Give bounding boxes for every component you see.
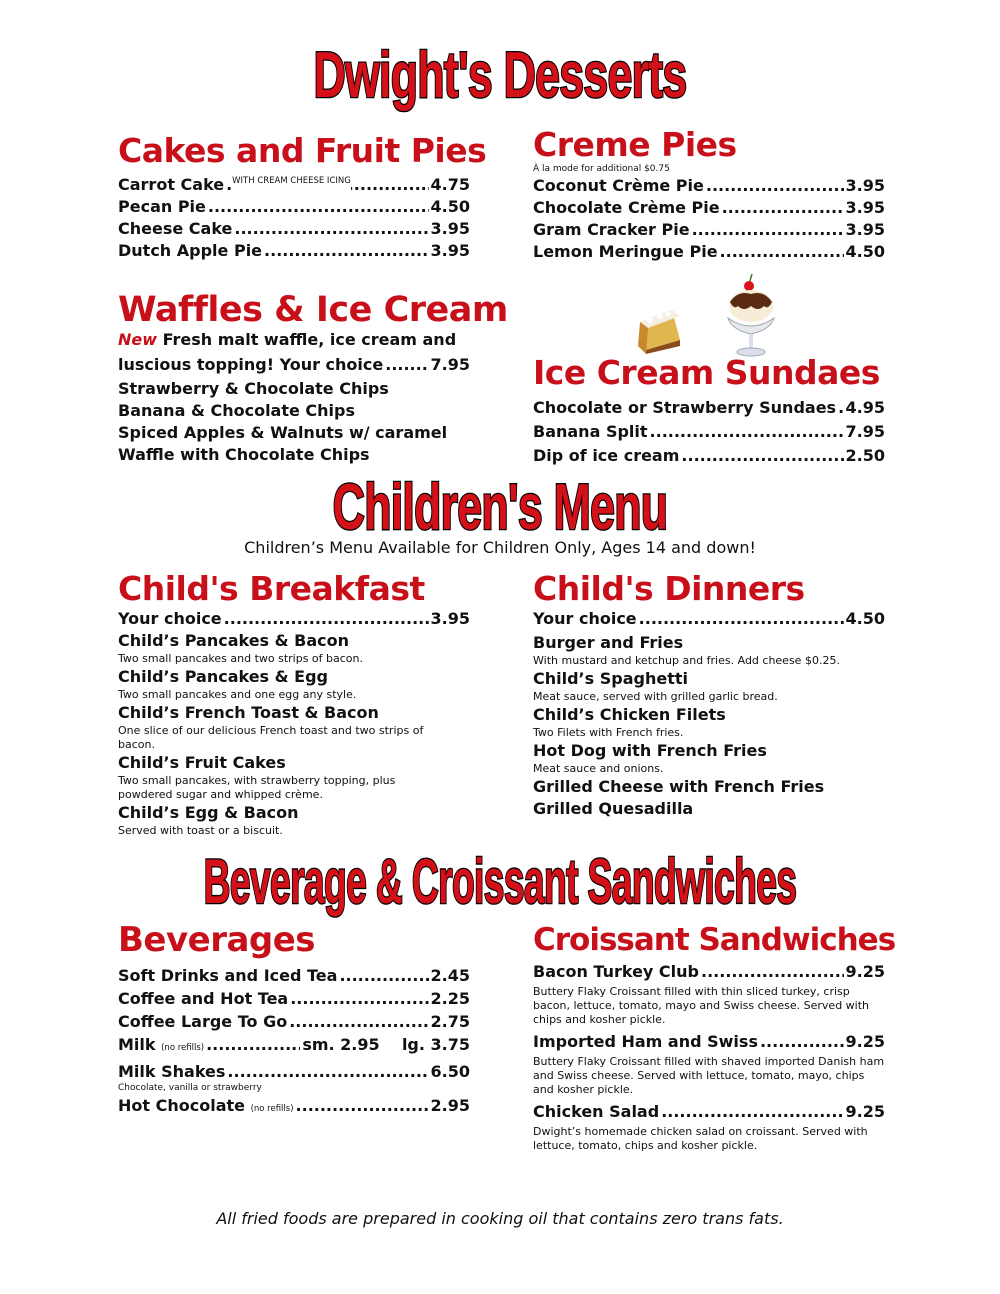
menu-item: Dutch Apple Pie ..... 3.95 (118, 240, 470, 262)
item-description: With mustard and ketchup and fries. Add cheese $0.25. (533, 654, 840, 667)
breakfast-section (118, 570, 470, 838)
breakfast-heading: Child's Breakfast (118, 569, 425, 608)
menu-item: Coconut Crème Pie ..... 3.95 (533, 175, 885, 197)
menu-item: Coffee and Hot Tea ..... 2.25 (118, 987, 470, 1010)
creme-pies-section (533, 126, 885, 263)
menu-item: Pecan Pie ..... 4.50 (118, 196, 470, 218)
waffle-option: Spiced Apples & Walnuts w/ caramel (118, 423, 448, 442)
croissants-heading: Croissant Sandwiches (533, 922, 896, 958)
menu-item: Imported Ham and Swiss ..... 9.25 (533, 1031, 885, 1053)
menu-item: Chocolate Crème Pie ..... 3.95 (533, 197, 885, 219)
dinners-heading: Child's Dinners (533, 569, 805, 608)
item-description: Chocolate, vanilla or strawberry (118, 1083, 262, 1093)
menu-item: Coffee Large To Go ..... 2.75 (118, 1010, 470, 1033)
sundaes-heading: Ice Cream Sundaes (533, 353, 880, 392)
waffle-option: Banana & Chocolate Chips (118, 401, 356, 420)
item-description: Two Filets with French fries. (533, 726, 684, 739)
dinners-section (533, 570, 885, 820)
item-description: Two small pancakes and one egg any style. (118, 688, 357, 701)
menu-item: Grilled Cheese with French Fries (533, 777, 825, 796)
menu-item: Carrot Cake WITH CREAM CHEESE ICING ..... 4.75 (118, 174, 470, 196)
desserts-banner: Dwight's Desserts (313, 39, 687, 112)
pie-slice-picture (636, 300, 692, 360)
item-description: Meat sauce and onions. (533, 762, 664, 775)
menu-item: Dip of ice cream ..... 2.50 (533, 444, 885, 468)
creme-pies-heading: Creme Pies (533, 125, 737, 164)
trans-fat-footer: All fried foods are prepared in cooking oil that contains zero trans fats. (216, 1209, 784, 1228)
menu-item: Hot Chocolate (no refills) ..... 2.95 (118, 1094, 470, 1121)
menu-item: Your choice ..... 3.95 (118, 608, 470, 630)
menu-item: Child’s Spaghetti (533, 669, 688, 688)
menu-item: Chicken Salad ..... 9.25 (533, 1101, 885, 1123)
sundaes-section (533, 354, 885, 468)
menu-item: Hot Dog with French Fries (533, 741, 767, 760)
item-description: Buttery Flaky Croissant filled with shaved imported Danish ham and Swiss cheese. Served with lettuce, tomato, mayo, chips and kosher pickle. (533, 1055, 885, 1096)
item-description: Served with toast or a biscuit. (118, 824, 283, 837)
beverage-banner: Beverage & Croissant Sandwiches (203, 846, 797, 917)
cakes-heading: Cakes and Fruit Pies (118, 131, 487, 170)
menu-item: Lemon Meringue Pie ..... 4.50 (533, 241, 885, 263)
menu-item: Burger and Fries (533, 633, 684, 652)
menu-item: Child’s Egg & Bacon (118, 803, 299, 822)
icing-note: WITH CREAM CHEESE ICING (232, 174, 351, 192)
ice-cream-sundae-picture (718, 272, 784, 362)
menu-item: Child’s Fruit Cakes (118, 753, 286, 772)
waffles-heading: Waffles & Ice Cream (118, 290, 508, 330)
menu-item: Soft Drinks and Iced Tea ..... 2.45 (118, 964, 470, 987)
beverages-section (118, 920, 470, 1121)
cakes-section (118, 131, 487, 262)
item-description: Two small pancakes and two strips of bacon. (118, 652, 364, 665)
waffle-option: Strawberry & Chocolate Chips (118, 379, 389, 398)
beverages-heading: Beverages (118, 920, 316, 960)
children-tagline: Children’s Menu Available for Children Only, Ages 14 and down! (244, 538, 756, 557)
menu-item: Grilled Quesadilla (533, 799, 694, 818)
menu-item: luscious topping! Your choice ..... 7.95 (118, 352, 470, 378)
menu-item: Cheese Cake ..... 3.95 (118, 218, 470, 240)
waffles-section (118, 290, 508, 466)
waffle-option: Waffle with Chocolate Chips (118, 445, 370, 464)
menu-item: Bacon Turkey Club ..... 9.25 (533, 961, 885, 983)
new-label: New (118, 330, 158, 349)
menu-item: Child’s French Toast & Bacon (118, 703, 379, 722)
item-description: Buttery Flaky Croissant filled with thin sliced turkey, crisp bacon, lettuce, tomato, mayo and Swiss cheese. Served with chips and kosher pickle. (533, 985, 870, 1026)
item-description: Dwight’s homemade chicken salad on croissant. Served with lettuce, tomato, chips and kosher pickle. (533, 1125, 868, 1152)
menu-item: Chocolate or Strawberry Sundaes ..... 4.95 (533, 396, 885, 420)
menu-item: Child’s Chicken Filets (533, 705, 726, 724)
waffle-description: New Fresh malt waffle, ice cream and (118, 330, 457, 349)
menu-item: Gram Cracker Pie ..... 3.95 (533, 219, 885, 241)
item-description: Two small pancakes, with strawberry topping, plus powdered sugar and whipped crème. (118, 774, 396, 801)
childrens-menu-banner: Children's Menu (332, 471, 668, 544)
menu-item: Child’s Pancakes & Egg (118, 667, 329, 686)
menu-item: Milk (no refills) ..... sm. 2.95 lg. 3.75 (118, 1033, 470, 1060)
a-la-mode-note: À la mode for additional $0.75 (533, 164, 670, 174)
menu-item: Milk Shakes ..... 6.50 (118, 1060, 470, 1083)
croissants-section (533, 920, 896, 1153)
item-description: Meat sauce, served with grilled garlic bread. (533, 690, 778, 703)
menu-item: Your choice ..... 4.50 (533, 608, 885, 630)
menu-item: Child’s Pancakes & Bacon (118, 631, 350, 650)
item-description: One slice of our delicious French toast and two strips of bacon. (118, 724, 424, 751)
menu-item: Banana Split ..... 7.95 (533, 420, 885, 444)
